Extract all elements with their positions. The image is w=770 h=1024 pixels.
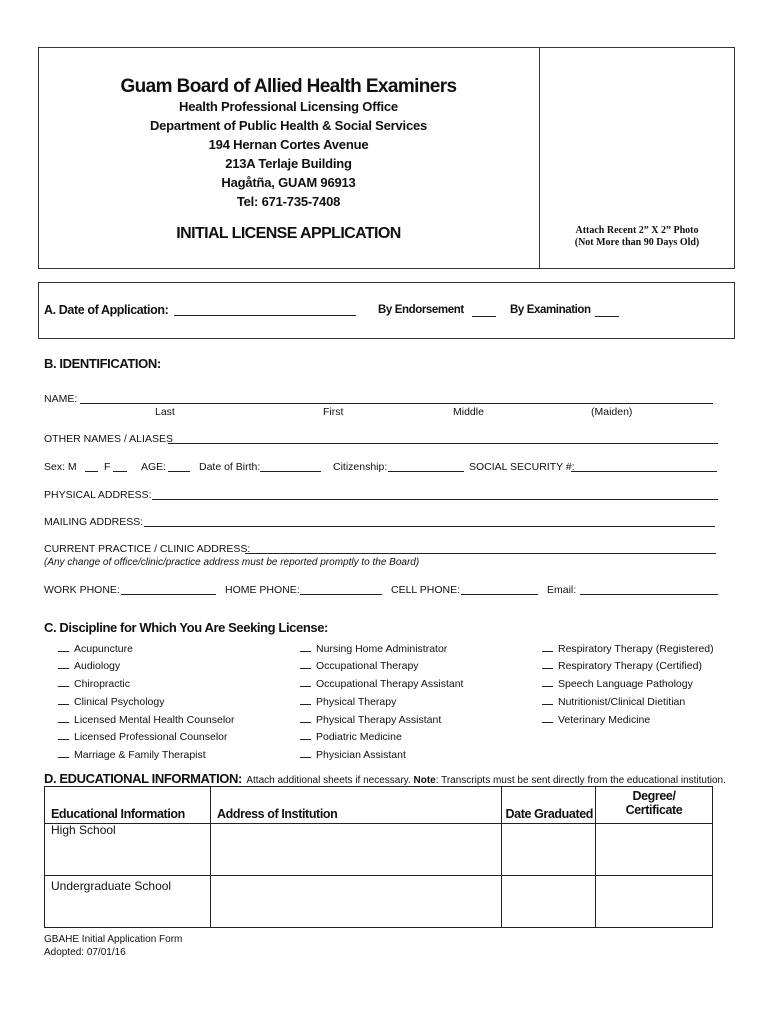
- discipline-label: Licensed Mental Health Counselor: [74, 714, 235, 726]
- discipline-label: Speech Language Pathology: [558, 678, 693, 690]
- by-examination-field[interactable]: [595, 305, 619, 317]
- form-title: INITIAL LICENSE APPLICATION: [176, 225, 401, 242]
- discipline-checkbox[interactable]: [58, 712, 69, 723]
- age-label: AGE:: [141, 461, 167, 473]
- by-examination-label: By Examination: [510, 304, 591, 316]
- footer-form-name: GBAHE Initial Application Form: [44, 934, 183, 945]
- city-address: Hagåtña, GUAM 96913: [221, 175, 356, 190]
- clinic-address-field[interactable]: [245, 542, 716, 554]
- note-pre: Attach additional sheets if necessary.: [246, 775, 411, 786]
- department-name: Department of Public Health & Social Services: [149, 118, 428, 133]
- org-name: Guam Board of Allied Health Examiners: [120, 76, 457, 97]
- physical-address-field[interactable]: [152, 488, 718, 500]
- discipline-item: [58, 658, 120, 672]
- section-c-title: C. Discipline for Which You Are Seeking License:: [44, 620, 328, 635]
- by-endorsement-label: By Endorsement: [378, 304, 464, 316]
- dob-label: Date of Birth:: [199, 461, 261, 473]
- discipline-checkbox[interactable]: [58, 747, 69, 758]
- ssn-label: SOCIAL SECURITY #:: [469, 461, 575, 473]
- discipline-item: [542, 694, 685, 708]
- sex-female-field[interactable]: [113, 460, 127, 472]
- discipline-checkbox[interactable]: [58, 676, 69, 687]
- discipline-label: Respiratory Therapy (Registered): [558, 643, 714, 655]
- discipline-label: Veterinary Medicine: [558, 714, 651, 726]
- discipline-label: Occupational Therapy Assistant: [316, 678, 464, 690]
- telephone: Tel: 671-735-7408: [236, 194, 341, 209]
- photo-age-note: (Not More than 90 Days Old): [574, 237, 700, 248]
- street-address: 194 Hernan Cortes Avenue: [208, 137, 369, 152]
- note-post: : Transcripts must be sent directly from the educational institution.: [435, 775, 726, 786]
- age-field[interactable]: [168, 460, 190, 472]
- discipline-label: Occupational Therapy: [316, 660, 419, 672]
- discipline-item: [300, 676, 463, 690]
- discipline-item: [58, 676, 130, 690]
- discipline-item: [58, 712, 235, 726]
- date-of-application-label: A. Date of Application:: [44, 303, 169, 317]
- section-d-note: [246, 775, 726, 786]
- undergrad-date-cell[interactable]: [502, 876, 596, 928]
- discipline-item: [58, 694, 164, 708]
- discipline-label: Respiratory Therapy (Certified): [558, 660, 702, 672]
- discipline-checkbox[interactable]: [300, 712, 311, 723]
- discipline-item: [300, 694, 396, 708]
- other-names-label: OTHER NAMES / ALIASES: [44, 433, 173, 445]
- discipline-checkbox[interactable]: [58, 641, 69, 652]
- col-header-degree-line1: Degree/: [632, 789, 676, 803]
- mailing-address-label: MAILING ADDRESS:: [44, 516, 144, 528]
- discipline-label: Marriage & Family Therapist: [74, 749, 206, 761]
- discipline-label: Nursing Home Administrator: [316, 643, 448, 655]
- discipline-checkbox[interactable]: [300, 729, 311, 740]
- high-school-address-cell[interactable]: [211, 824, 502, 876]
- cell-phone-label: CELL PHONE:: [391, 584, 461, 596]
- work-phone-field[interactable]: [121, 583, 216, 595]
- name-part-last: Last: [155, 406, 175, 418]
- discipline-checkbox[interactable]: [542, 658, 553, 669]
- name-part-maiden: (Maiden): [591, 406, 633, 418]
- high-school-date-cell[interactable]: [502, 824, 596, 876]
- mailing-address-field[interactable]: [144, 515, 715, 527]
- discipline-item: [58, 747, 206, 761]
- sex-male-field[interactable]: [85, 460, 98, 472]
- building-address: 213A Terlaje Building: [225, 156, 352, 171]
- high-school-degree-cell[interactable]: [596, 824, 713, 876]
- home-phone-field[interactable]: [300, 583, 382, 595]
- col-header-date-text: Date Graduated: [505, 807, 593, 821]
- discipline-item: [542, 676, 693, 690]
- note-bold: Note: [413, 775, 436, 786]
- citizenship-field[interactable]: [388, 460, 464, 472]
- name-field[interactable]: [80, 392, 713, 404]
- discipline-checkbox[interactable]: [300, 676, 311, 687]
- clinic-address-label: CURRENT PRACTICE / CLINIC ADDRESS:: [44, 543, 251, 555]
- discipline-item: [300, 712, 441, 726]
- by-endorsement-field[interactable]: [472, 305, 496, 317]
- discipline-item: [300, 658, 419, 672]
- table-row: [45, 824, 713, 876]
- discipline-label: Physical Therapy Assistant: [316, 714, 442, 726]
- discipline-checkbox[interactable]: [300, 658, 311, 669]
- physical-address-label: PHYSICAL ADDRESS:: [44, 489, 152, 501]
- name-part-first: First: [323, 406, 344, 418]
- discipline-checkbox[interactable]: [542, 712, 553, 723]
- discipline-item: [300, 641, 447, 655]
- discipline-label: Chiropractic: [74, 678, 131, 690]
- section-b-title: B. IDENTIFICATION:: [44, 356, 161, 371]
- high-school-text: High School: [51, 823, 116, 837]
- row-high-school-label: [45, 824, 211, 876]
- discipline-checkbox[interactable]: [300, 694, 311, 705]
- photo-instruction: Attach Recent 2” X 2” Photo: [575, 225, 699, 236]
- col-header-degree-line2: Certificate: [625, 803, 683, 817]
- discipline-checkbox[interactable]: [58, 729, 69, 740]
- undergrad-degree-cell[interactable]: [596, 876, 713, 928]
- col-header-address: [211, 787, 502, 824]
- discipline-checkbox[interactable]: [58, 658, 69, 669]
- discipline-checkbox[interactable]: [542, 676, 553, 687]
- discipline-item: [300, 729, 402, 743]
- sex-female-label: F: [104, 461, 111, 473]
- email-field[interactable]: [580, 583, 718, 595]
- col-header-address-text: Address of Institution: [217, 807, 338, 821]
- other-names-field[interactable]: [168, 432, 718, 444]
- discipline-checkbox[interactable]: [542, 694, 553, 705]
- col-header-degree: [596, 787, 713, 824]
- discipline-label: Audiology: [74, 660, 121, 672]
- discipline-label: Nutritionist/Clinical Dietitian: [558, 696, 686, 708]
- discipline-label: Licensed Professional Counselor: [74, 731, 228, 743]
- work-phone-label: WORK PHONE:: [44, 584, 120, 596]
- discipline-label: Podiatric Medicine: [316, 731, 402, 743]
- discipline-label: Clinical Psychology: [74, 696, 165, 708]
- col-header-date: [502, 787, 596, 824]
- sex-label: Sex: M: [44, 461, 77, 473]
- col-header-education-text: Educational Information: [51, 807, 185, 821]
- discipline-checkbox[interactable]: [542, 641, 553, 652]
- ssn-field[interactable]: [571, 460, 717, 472]
- discipline-item: [58, 729, 228, 743]
- photo-box-divider: [539, 47, 540, 269]
- education-table: [44, 786, 713, 928]
- cell-phone-field[interactable]: [461, 583, 538, 595]
- email-label: Email:: [547, 584, 577, 596]
- name-part-middle: Middle: [453, 406, 484, 418]
- discipline-checkbox[interactable]: [300, 747, 311, 758]
- undergrad-text: Undergraduate School: [51, 879, 172, 893]
- discipline-item: [300, 747, 406, 761]
- discipline-label: Physical Therapy: [316, 696, 397, 708]
- section-d-title: D. EDUCATIONAL INFORMATION:: [44, 771, 242, 786]
- row-undergrad-label: [45, 876, 211, 928]
- clinic-address-note: (Any change of office/clinic/practice address must be reported promptly to the Board): [44, 557, 420, 568]
- discipline-checkbox[interactable]: [58, 694, 69, 705]
- col-header-education: [45, 787, 211, 824]
- undergrad-address-cell[interactable]: [211, 876, 502, 928]
- table-row: [45, 876, 713, 928]
- discipline-item: [542, 658, 702, 672]
- discipline-item: [542, 641, 714, 655]
- home-phone-label: HOME PHONE:: [225, 584, 300, 596]
- citizenship-label: Citizenship:: [333, 461, 388, 473]
- office-name: Health Professional Licensing Office: [179, 99, 398, 114]
- dob-field[interactable]: [260, 460, 321, 472]
- footer-adopted-date: Adopted: 07/01/16: [44, 947, 126, 958]
- discipline-item: [58, 641, 133, 655]
- discipline-label: Acupuncture: [74, 643, 133, 655]
- name-label: NAME:: [44, 393, 78, 405]
- date-of-application-field[interactable]: [174, 304, 356, 316]
- discipline-label: Physician Assistant: [316, 749, 406, 761]
- discipline-checkbox[interactable]: [300, 641, 311, 652]
- discipline-item: [542, 712, 650, 726]
